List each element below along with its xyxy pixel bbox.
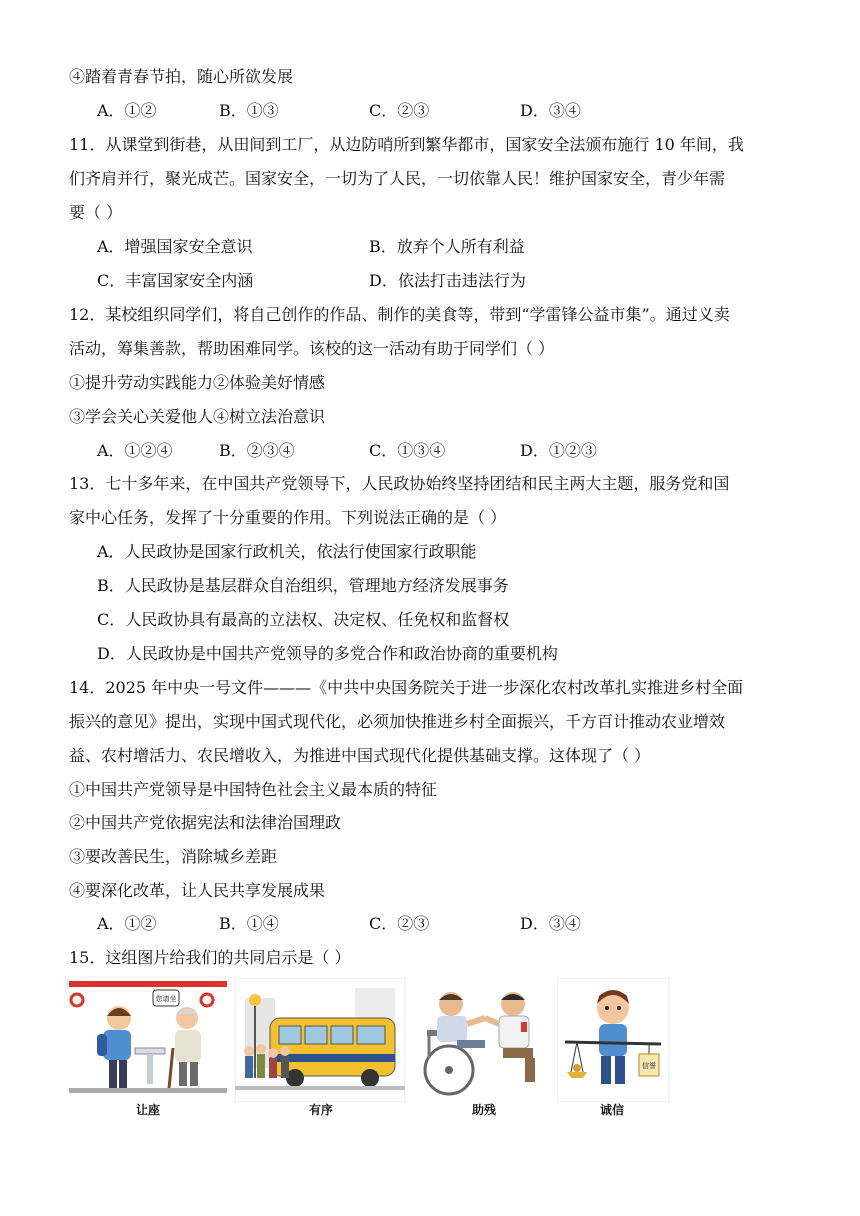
- q12-option-c[interactable]: C．①③④: [369, 441, 446, 460]
- q11-stem-line-2: 们齐肩并行，聚光成芒。国家安全，一切为了人民，一切依靠人民！维护国家安全，青少年需: [69, 169, 726, 188]
- q14-option-d[interactable]: D．③④: [520, 914, 581, 933]
- q12-option-a[interactable]: A．①②④: [97, 441, 173, 460]
- q12-stem-line-1: 12．某校组织同学们，将自己创作的作品、制作的美食等，带到“学雷锋公益市集”。通过义卖: [69, 305, 730, 324]
- caption-help-disabled: 助残: [472, 1103, 497, 1117]
- q14-statement-1: ①中国共产党领导是中国特色社会主义最本质的特征: [69, 780, 438, 799]
- q10-option-d[interactable]: D．③④: [520, 101, 581, 120]
- q14-stem-line-1: 14．2025 年中央一号文件———《中共中央国务院关于进一步深化农村改革扎实推进乡村全面: [69, 678, 744, 697]
- caption-give-seat: 让座: [136, 1103, 161, 1117]
- q13-stem-line-1: 13．七十多年来，在中国共产党领导下，人民政协始终坚持团结和民主两大主题，服务党和国: [69, 474, 730, 493]
- q14-stem-line-2: 振兴的意见》提出，实现中国式现代化，必须加快推进乡村全面振兴，千方百计推动农业增效: [69, 712, 726, 731]
- q11-option-b[interactable]: B．放弃个人所有利益: [369, 237, 525, 256]
- q11-option-d[interactable]: D．依法打击违法行为: [369, 271, 526, 290]
- q12-statements-2: ③学会关心关爱他人④树立法治意识: [69, 407, 326, 426]
- q13-stem-line-2: 家中心任务，发挥了十分重要的作用。下列说法正确的是（ ）: [69, 508, 507, 527]
- q12-option-b[interactable]: B．②③④: [219, 441, 295, 460]
- caption-integrity: 诚信: [600, 1103, 625, 1117]
- q12-stem-line-2: 活动，筹集善款，帮助困难同学。该校的这一活动有助于同学们（ ）: [69, 339, 555, 358]
- q13-option-c[interactable]: C．人民政协具有最高的立法权、决定权、任免权和监督权: [97, 610, 510, 629]
- integrity-illustration: [557, 978, 669, 1102]
- caption-orderly: 有序: [309, 1103, 334, 1117]
- q15-stem: 15．这组图片给我们的共同启示是（ ）: [69, 948, 351, 967]
- integrity-badge: 信誉: [642, 1062, 656, 1070]
- give-up-seat-illustration: [69, 978, 227, 1098]
- q10-option-b[interactable]: B．①③: [219, 101, 279, 120]
- q10-option-c[interactable]: C．②③: [369, 101, 430, 120]
- q11-option-c[interactable]: C．丰富国家安全内涵: [97, 271, 254, 290]
- help-disabled-illustration: [409, 978, 551, 1102]
- q14-option-a[interactable]: A．①②: [97, 914, 157, 933]
- q12-option-d[interactable]: D．①②③: [520, 441, 597, 460]
- q10-option-a[interactable]: A．①②: [97, 101, 157, 120]
- q13-option-b[interactable]: B．人民政协是基层群众自治组织，管理地方经济发展事务: [97, 576, 509, 595]
- please-sit-sign: 您请坐: [155, 995, 177, 1003]
- orderly-queue-illustration: [235, 978, 405, 1102]
- q13-option-d[interactable]: D．人民政协是中国共产党领导的多党合作和政治协商的重要机构: [97, 644, 558, 663]
- q11-option-a[interactable]: A．增强国家安全意识: [97, 237, 253, 256]
- q14-option-b[interactable]: B．①④: [219, 914, 279, 933]
- q14-stem-line-3: 益、农村增活力、农民增收入，为推进中国式现代化提供基础支撑。这体现了（ ）: [69, 746, 651, 765]
- q14-statement-4: ④要深化改革，让人民共享发展成果: [69, 881, 326, 900]
- q11-stem-line-1: 11．从课堂到街巷，从田间到工厂，从边防哨所到繁华都市，国家安全法颁布施行 10 年间，我: [69, 135, 744, 154]
- q14-option-c[interactable]: C．②③: [369, 914, 430, 933]
- q11-stem-line-3: 要（ ）: [69, 203, 123, 222]
- q13-option-a[interactable]: A．人民政协是国家行政机关，依法行使国家行政职能: [97, 542, 477, 561]
- q12-statements-1: ①提升劳动实践能力②体验美好情感: [69, 373, 326, 392]
- q14-statement-2: ②中国共产党依据宪法和法律治国理政: [69, 813, 342, 832]
- q14-statement-3: ③要改善民生，消除城乡差距: [69, 847, 278, 866]
- q10-statement-4: ④踏着青春节拍，随心所欲发展: [69, 67, 294, 86]
